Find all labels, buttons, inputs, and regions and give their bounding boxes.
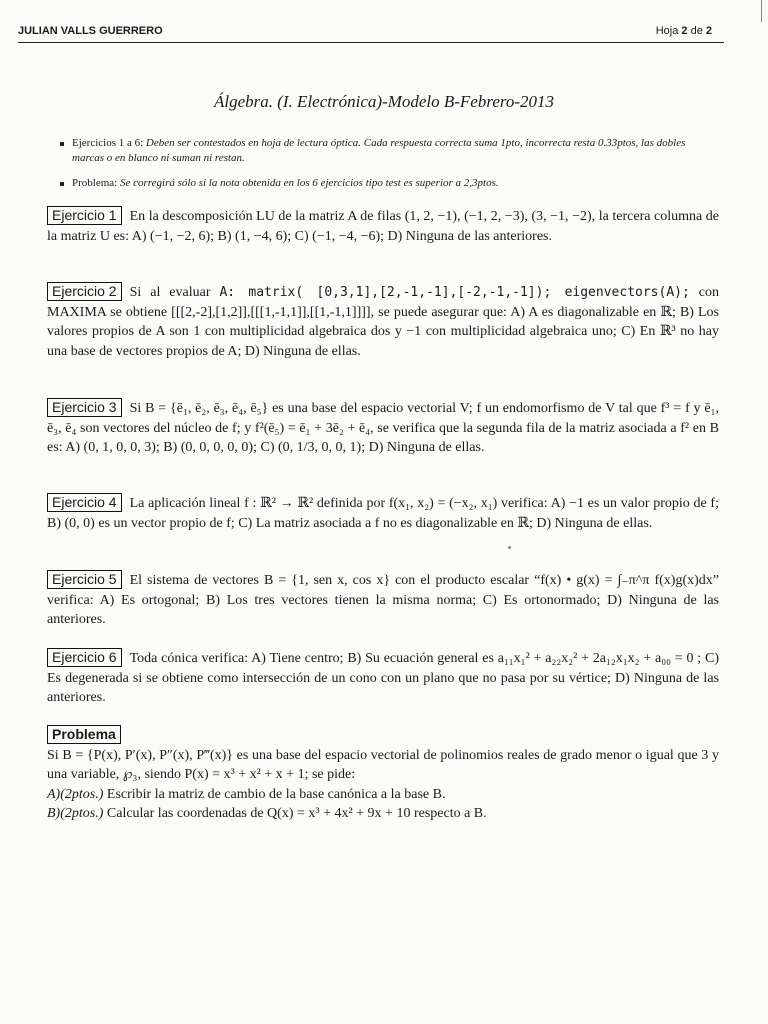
exercise-text: con MAXIMA se obtiene [[[2,-2],[1,2]],[[[1,-1,1]],[[1,-1,1]]]], se puede asegurar que: A) A es diagonalizable en ℝ; B) Los valores propios de A son 1 con multiplicidad algebraica dos y −1 con multiplicidad algebraica uno; C) En ℝ³ no hay una base de vectores propios de A; D) Ninguna de ellas. (47, 285, 719, 359)
problem-part-b: B)(2ptos.) Calcular las coordenadas de Q(x) = x³ + 4x² + 9x + 10 respecto a B. (47, 806, 487, 821)
exercise-label: Ejercicio 2 (47, 282, 122, 301)
exercise-label: Ejercicio 5 (47, 570, 122, 589)
author-name: JULIAN VALLS GUERRERO (18, 25, 163, 37)
exercise-5 (47, 570, 719, 630)
instruction-item: Problema: Se corregirá sólo si la nota obtenida en los 6 ejercicios tipo test es superior a 2,3ptos. (60, 176, 720, 191)
page-indicator: Hoja 2 de 2 (655, 25, 712, 37)
instructions-list (60, 136, 720, 201)
exam-title: Álgebra. (I. Electrónica)-Modelo B-Febrero-2013 (213, 92, 555, 111)
exercise-text: Si B = {ē₁, ē₂, ē₃, ē₄, ē₅} es una base del espacio vectorial V; f un endomorfismo de V tal que f³ = f y ē₁, ē₃, ē₄ son vectores del núcleo de f; y f²(ē₅) = ē₁ + 3ē₂ + ē₄, se verifica que la segunda fila de la matriz asociada a f² en B es: A) (0, 1, 0, 0, 3); B) (0, 0, 0, 0, 0); C) (0, 1/3, 0, 0, 1); D) Ninguna de ellas. (47, 401, 719, 455)
exercise-label: Ejercicio 4 (47, 493, 122, 512)
exercise-label: Ejercicio 1 (47, 206, 122, 225)
scan-edge-mark (761, 0, 762, 22)
exercise-text: Toda cónica verifica: A) Tiene centro; B) Su ecuación general es a₁₁x₁² + a₂₂x₂² + 2a₁₂x₁x₂ + a₀₀ = 0 ; C) Es degenerada si se obtiene como intersección de un cono con un plano que no pasa por su vértice; D) Ninguna de las anteriores. (47, 651, 719, 705)
exercise-3 (47, 398, 719, 458)
problem-part-a: A)(2ptos.) Escribir la matriz de cambio de la base canónica a la base B. (47, 786, 446, 802)
scan-speck (508, 546, 511, 549)
exercise-text: La aplicación lineal f : ℝ² → ℝ² definida por f(x₁, x₂) = (−x₂, x₁) verifica: A) −1 es un valor propio de f; B) (0, 0) es un vector propio de f; C) La matriz asociada a f no es diagonalizable en ℝ; D) Ninguna de ellas. (47, 496, 719, 531)
problem-label: Problema (47, 725, 121, 744)
exercise-text: Si al evaluar (129, 285, 220, 300)
exercise-text: El sistema de vectores B = {1, sen x, cos x} con el producto escalar “f(x) • g(x) = ∫₋π^π f(x)g(x)dx” verifica: A) Es ortogonal; B) Los tres vectores tienen la misma norma; C) Es ortonormado; D) Ninguna de las anteriores. (47, 573, 719, 627)
exercise-6 (47, 648, 719, 708)
problem-section (47, 725, 719, 824)
exercise-label: Ejercicio 6 (47, 648, 122, 667)
exercise-4 (47, 493, 719, 533)
exercise-label: Ejercicio 3 (47, 398, 122, 417)
instruction-item: Ejercicios 1 a 6: Deben ser contestados en hoja de lectura óptica. Cada respuesta correcta suma 1pto, incorrecta resta 0.33ptos, las dobles marcas o en blanco ni suman ni restan. (60, 136, 720, 166)
exercise-2 (47, 282, 719, 361)
page-header (18, 22, 724, 43)
exercise-text: En la descomposición LU de la matriz A de filas (1, 2, −1), (−1, 2, −3), (3, −1, −2), la tercera columna de la matriz U es: A) (−1, −2, 6); B) (1, −4, 6); C) (−1, −4, −6); D) Ninguna de las anteriores. (47, 209, 719, 244)
exercise-1 (47, 206, 719, 246)
problem-intro: Si B = {P(x), P′(x), P″(x), P‴(x)} es una base del espacio vectorial de polinomios reales de grado menor o igual que 3 y una variable, ℘₃, siendo P(x) = x³ + x² + x + 1; se pide: (47, 747, 719, 782)
maxima-code: A: matrix( [0,3,1],[2,-1,-1],[-2,-1,-1]); eigenvectors(A); (219, 285, 690, 300)
